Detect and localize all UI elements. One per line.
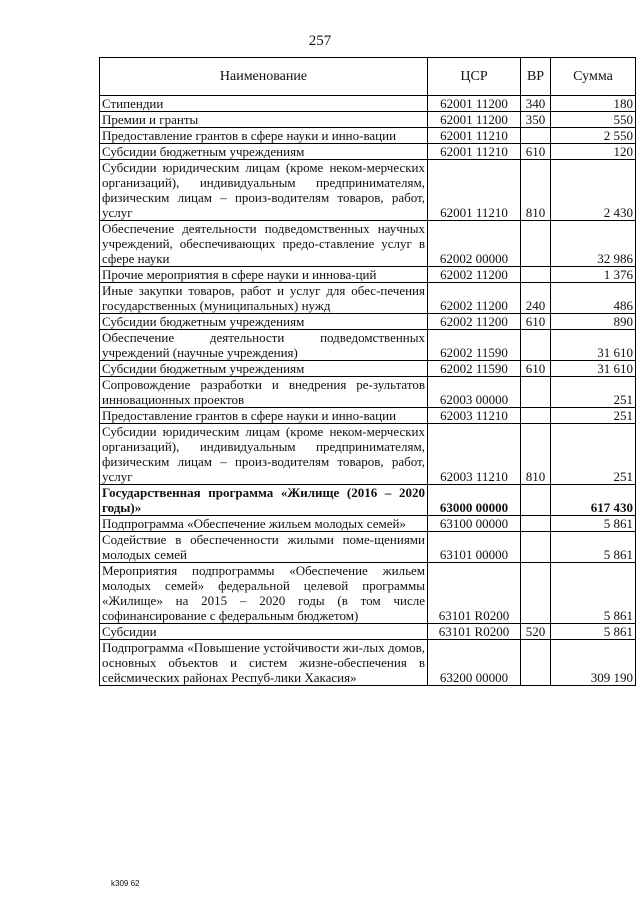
cell-vr: 810 (521, 160, 551, 221)
column-header-vr: ВР (521, 58, 551, 96)
cell-csr: 62001 11210 (428, 128, 521, 144)
cell-sum: 617 430 (551, 485, 636, 516)
cell-name: Премии и гранты (100, 112, 428, 128)
cell-vr: 340 (521, 96, 551, 112)
cell-sum: 31 610 (551, 361, 636, 377)
table-row (100, 563, 636, 624)
cell-sum: 2 430 (551, 160, 636, 221)
cell-name: Содействие в обеспеченности жилыми поме-щениями молодых семей (100, 532, 428, 563)
cell-vr (521, 640, 551, 686)
cell-sum: 486 (551, 283, 636, 314)
table-row (100, 624, 636, 640)
cell-vr (521, 532, 551, 563)
cell-sum: 890 (551, 314, 636, 330)
cell-name: Предоставление грантов в сфере науки и инно-вации (100, 128, 428, 144)
cell-sum: 309 190 (551, 640, 636, 686)
table-row (100, 112, 636, 128)
cell-name: Стипендии (100, 96, 428, 112)
cell-sum: 120 (551, 144, 636, 160)
cell-name: Обеспечение деятельности подведомственных научных учреждений, обеспечивающих предо-ставление услуг в сфере науки (100, 221, 428, 267)
cell-csr: 63100 00000 (428, 516, 521, 532)
table-row (100, 330, 636, 361)
cell-name: Обеспечение деятельности подведомственных учреждений (научные учреждения) (100, 330, 428, 361)
cell-name: Мероприятия подпрограммы «Обеспечение жильем молодых семей» федеральной целевой программы «Жилище» на 2015 – 2020 годы (в том числе софинансирование с федеральным бюджетом) (100, 563, 428, 624)
table-row (100, 640, 636, 686)
cell-name: Сопровождение разработки и внедрения ре-зультатов инновационных проектов (100, 377, 428, 408)
cell-sum: 5 861 (551, 563, 636, 624)
cell-sum: 2 550 (551, 128, 636, 144)
cell-name: Подпрограмма «Обеспечение жильем молодых семей» (100, 516, 428, 532)
cell-name: Субсидии (100, 624, 428, 640)
cell-sum: 180 (551, 96, 636, 112)
cell-name: Иные закупки товаров, работ и услуг для обес-печения государственных (муниципальных) нужд (100, 283, 428, 314)
table-row (100, 128, 636, 144)
cell-csr: 62001 11210 (428, 144, 521, 160)
cell-vr: 610 (521, 314, 551, 330)
cell-vr (521, 377, 551, 408)
cell-vr: 610 (521, 144, 551, 160)
cell-vr: 520 (521, 624, 551, 640)
table-row (100, 144, 636, 160)
table-row (100, 314, 636, 330)
cell-csr: 63101 R0200 (428, 624, 521, 640)
cell-vr: 810 (521, 424, 551, 485)
cell-sum: 550 (551, 112, 636, 128)
cell-sum: 5 861 (551, 532, 636, 563)
table-row (100, 96, 636, 112)
cell-vr (521, 267, 551, 283)
budget-table (99, 57, 636, 686)
cell-sum: 32 986 (551, 221, 636, 267)
cell-sum: 251 (551, 377, 636, 408)
cell-csr: 62002 00000 (428, 221, 521, 267)
cell-sum: 31 610 (551, 330, 636, 361)
cell-csr: 62002 11200 (428, 314, 521, 330)
cell-name: Государственная программа «Жилище (2016 – 2020 годы)» (100, 485, 428, 516)
table-row (100, 408, 636, 424)
column-header-csr: ЦСР (428, 58, 521, 96)
cell-vr (521, 128, 551, 144)
cell-csr: 62001 11200 (428, 112, 521, 128)
table-header-row (100, 58, 636, 96)
cell-vr (521, 516, 551, 532)
cell-csr: 63200 00000 (428, 640, 521, 686)
cell-csr: 62003 00000 (428, 377, 521, 408)
cell-name: Субсидии юридическим лицам (кроме неком-мерческих организаций), индивидуальным предпринимателям, физическим лицам – произ-водителям товаров, работ, услуг (100, 160, 428, 221)
cell-sum: 5 861 (551, 516, 636, 532)
cell-name: Субсидии бюджетным учреждениям (100, 314, 428, 330)
cell-vr (521, 408, 551, 424)
cell-csr: 63101 00000 (428, 532, 521, 563)
table-row (100, 424, 636, 485)
table-row (100, 377, 636, 408)
cell-csr: 62003 11210 (428, 424, 521, 485)
table-row (100, 267, 636, 283)
table-row (100, 160, 636, 221)
cell-name: Подпрограмма «Повышение устойчивости жи-лых домов, основных объектов и систем жизне-обеспечения в сейсмических районах Респуб-лики Хакасия» (100, 640, 428, 686)
cell-name: Субсидии юридическим лицам (кроме неком-мерческих организаций), индивидуальным предпринимателям, физическим лицам – произ-водителям товаров, работ, услуг (100, 424, 428, 485)
cell-csr: 62001 11200 (428, 96, 521, 112)
cell-vr: 240 (521, 283, 551, 314)
table-row (100, 361, 636, 377)
cell-csr: 62001 11210 (428, 160, 521, 221)
cell-vr: 610 (521, 361, 551, 377)
table-row (100, 221, 636, 267)
cell-vr (521, 221, 551, 267)
table-row (100, 532, 636, 563)
cell-vr (521, 563, 551, 624)
cell-vr (521, 485, 551, 516)
cell-sum: 251 (551, 424, 636, 485)
column-header-sum: Сумма (551, 58, 636, 96)
cell-csr: 62002 11590 (428, 361, 521, 377)
cell-csr: 63101 R0200 (428, 563, 521, 624)
table-row (100, 283, 636, 314)
table-row (100, 516, 636, 532)
cell-vr (521, 330, 551, 361)
cell-csr: 62002 11200 (428, 267, 521, 283)
page-number: 257 (308, 33, 332, 49)
cell-name: Прочие мероприятия в сфере науки и иннова-ций (100, 267, 428, 283)
cell-vr: 350 (521, 112, 551, 128)
cell-csr: 63000 00000 (428, 485, 521, 516)
footer-code: k309 62 (111, 879, 140, 888)
cell-csr: 62002 11590 (428, 330, 521, 361)
table-row (100, 485, 636, 516)
cell-csr: 62002 11200 (428, 283, 521, 314)
cell-sum: 1 376 (551, 267, 636, 283)
cell-name: Предоставление грантов в сфере науки и инно-вации (100, 408, 428, 424)
cell-csr: 62003 11210 (428, 408, 521, 424)
cell-sum: 5 861 (551, 624, 636, 640)
cell-name: Субсидии бюджетным учреждениям (100, 361, 428, 377)
cell-sum: 251 (551, 408, 636, 424)
cell-name: Субсидии бюджетным учреждениям (100, 144, 428, 160)
column-header-name: Наименование (100, 58, 428, 96)
